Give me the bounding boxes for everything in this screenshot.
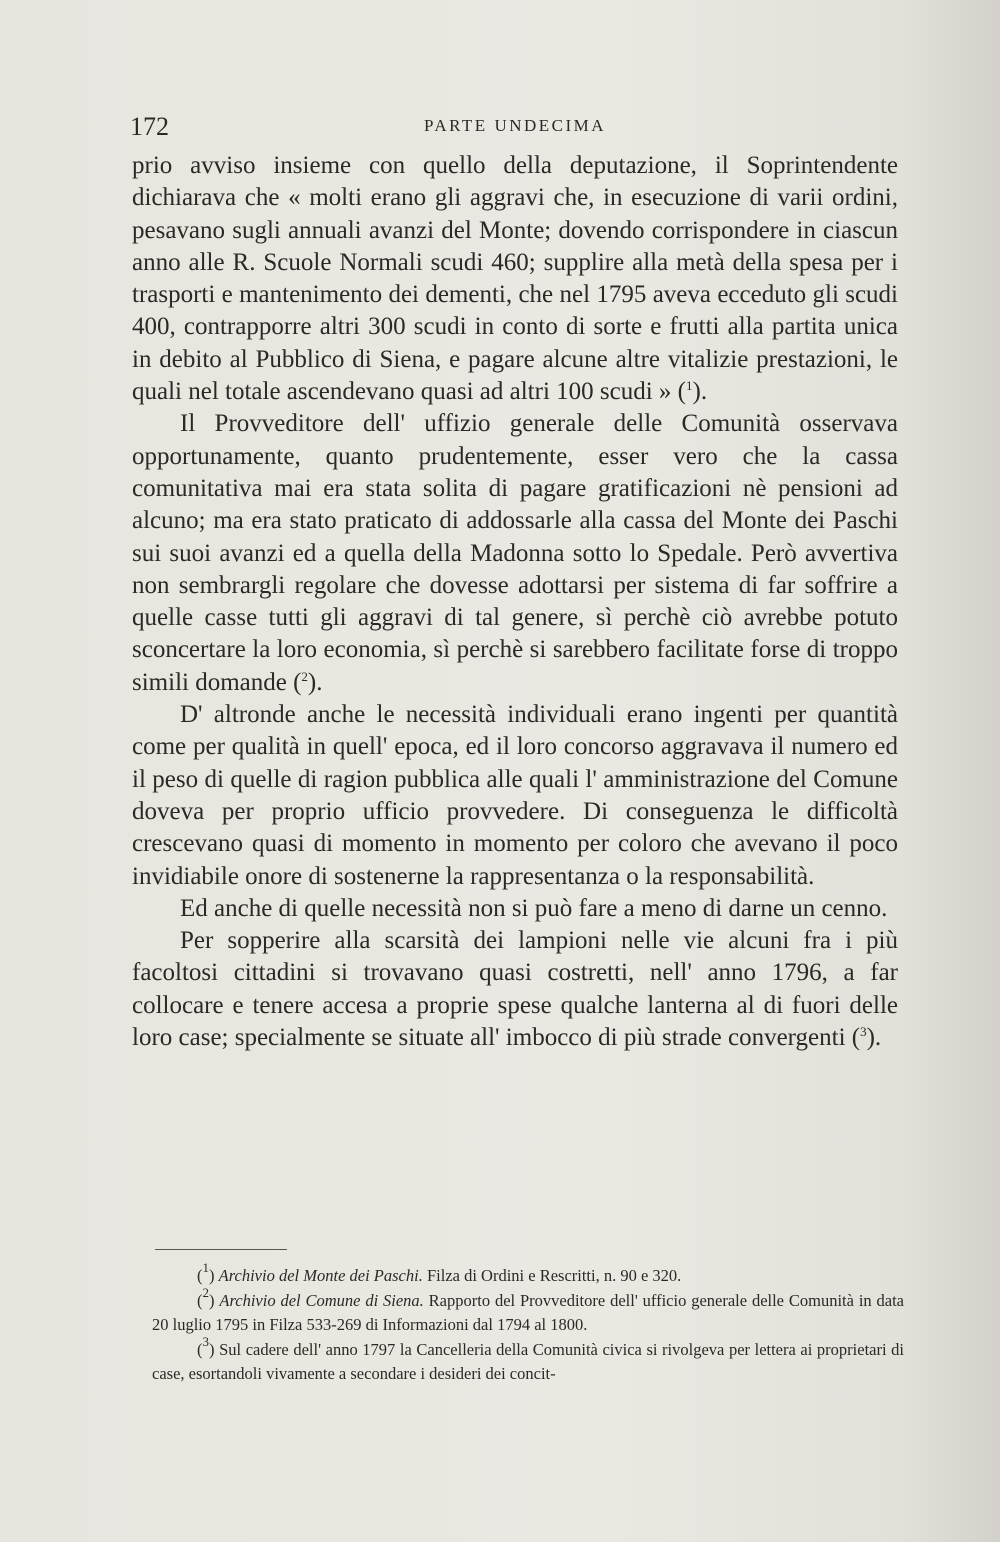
- paragraph: Il Provveditore dell' uffizio generale delle Comunità osservava opportunamente, quanto prudentemente, esser vero che la cassa comunitativa mai era stata solita di pagare gratificazioni nè pensioni ad alcuno; ma era stato praticato di addossarle alla cassa del Monte dei Paschi sui suoi avanzi ed a quella della Madonna sotto lo Spedale. Però avvertiva non sembrargli regolare che dovesse adottarsi per sistema di far soffrire a quelle casse tutti gli aggravi di tal genere, sì perchè ciò avrebbe potuto sconcertare la loro economia, sì perchè si sarebbero facilitate forse di troppo simili domande ($^2$).: [132, 410, 898, 696]
- footnote-divider: [155, 1249, 287, 1250]
- footnote-ref: 1: [686, 378, 693, 394]
- footnote: ($^3$) Sul cadere dell' anno 1797 la Cancelleria della Comunità civica si rivolgeva per lettera ai proprietari di case, esortandoli vivamente a secondare i desideri dei concit-: [152, 1333, 904, 1383]
- body-text: [132, 150, 898, 1054]
- paragraph: Per sopperire alla scarsità dei lampioni nelle vie alcuni fra i più facoltosi cittadini si trovavano quasi costretti, nell' anno 1796, a far collocare e tenere accesa a proprie spese qualche lanterna al di fuori delle loro case; specialmente se situate all' imbocco di più strade convergenti ($^3$).: [132, 927, 898, 1052]
- footnote: ($^1$) Archivio del Monte dei Paschi. Filza di Ordini e Rescritti, n. 90 e 320.: [197, 1260, 682, 1285]
- footnote-ref: 3: [860, 1024, 867, 1040]
- page-header: [130, 112, 900, 152]
- paragraph: prio avviso insieme con quello della deputazione, il Soprintendente dichiarava che « molti erano gli aggravi che, in esecuzione di varii ordini, pesavano sugli annuali avanzi del Monte; dovendo corrispondere in ciascun anno alle R. Scuole Normali scudi 460; supplire alla metà della spesa per i trasporti e mantenimento dei dementi, che nel 1795 aveva ecceduto gli scudi 400, contrapporre altri 300 scudi in conto di sorte e frutti alla partita unica in debito al Pubblico di Siena, e pagare alcune altre vitalizie prestazioni, le quali nel totale ascendevano quasi ad altri 100 scudi » ($^1$).: [132, 152, 898, 406]
- paragraph: D' altronde anche le necessità individuali erano ingenti per quantità come per qualità in quell' epoca, ed il loro concorso aggravava il numero ed il peso di quelle di ragion pubblica alle quali l' amministrazione del Comune doveva per proprio ufficio provvedere. Di conseguenza le difficoltà crescevano quasi di momento in momento per coloro che avevano il poco invidiabile onore di sostenerne la rappresentanza o la responsabilità.: [132, 701, 898, 890]
- page-number: 172: [130, 112, 169, 141]
- footnote: ($^2$) Archivio del Comune di Siena. Rapporto del Provveditore dell' ufficio generale delle Comunità in data 20 luglio 1795 in Filza 533-269 di Informazioni dal 1794 al 1800.: [152, 1284, 904, 1334]
- running-head: PARTE UNDECIMA: [423, 116, 607, 135]
- footnote-ref: 2: [301, 668, 308, 684]
- paragraph: Ed anche di quelle necessità non si può fare a meno di darne un cenno.: [180, 894, 888, 922]
- footnotes: [152, 1260, 904, 1387]
